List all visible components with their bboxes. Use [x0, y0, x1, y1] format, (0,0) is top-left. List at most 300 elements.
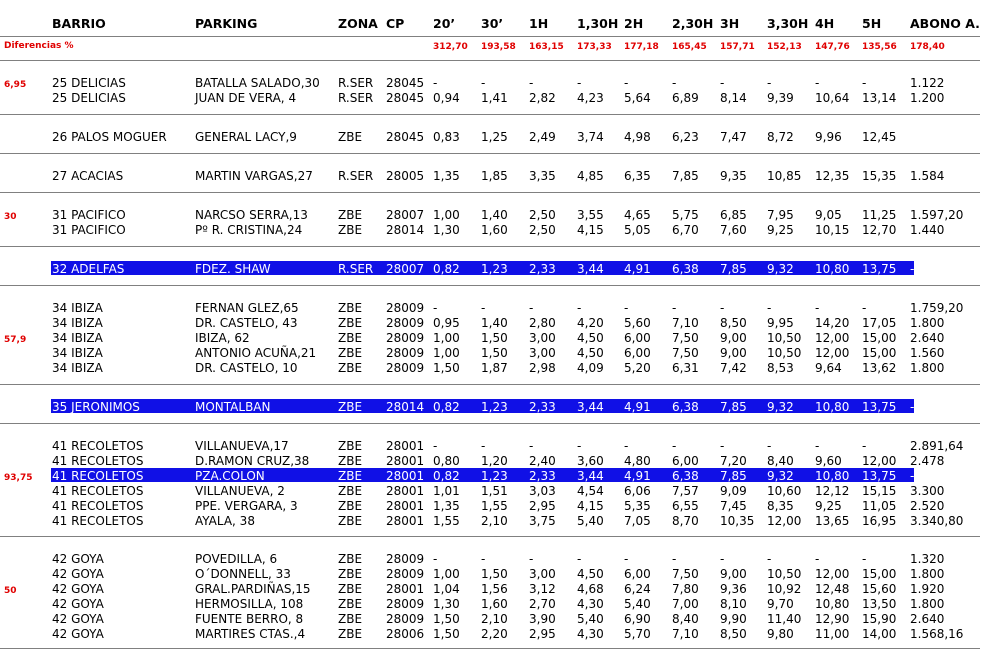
price-cell: 7,95	[767, 208, 794, 222]
price-cell: 7,50	[672, 331, 699, 345]
row-divider	[0, 114, 980, 115]
price-cell: 7,85	[720, 400, 747, 414]
cp-cell: 28007	[386, 262, 425, 276]
barrio-cell: 27 ACACIAS	[52, 169, 124, 183]
zona-cell: ZBE	[338, 514, 363, 528]
cp-cell: 28009	[386, 346, 425, 360]
cp-cell: 28001	[386, 582, 425, 596]
price-cell: 9,00	[720, 331, 747, 345]
price-cell: 7,05	[624, 514, 651, 528]
parking-cell: PPE. VERGARA, 3	[195, 499, 298, 513]
diferencias-value: 173,33	[577, 42, 612, 52]
section-difference-label: 30	[4, 212, 17, 222]
zona-cell: ZBE	[338, 597, 363, 611]
parking-cell: BATALLA SALADO,30	[195, 76, 320, 90]
price-cell: 6,00	[624, 567, 651, 581]
price-cell: 1,40	[481, 208, 508, 222]
price-cell: 0,82	[433, 400, 460, 414]
price-cell: 1,50	[481, 346, 508, 360]
price-cell: 0,94	[433, 91, 460, 105]
parking-cell: GENERAL LACY,9	[195, 130, 297, 144]
abono-cell: 1.584	[910, 169, 945, 183]
price-cell: 11,25	[862, 208, 897, 222]
price-cell: -	[577, 76, 582, 90]
price-cell: 15,60	[862, 582, 897, 596]
price-cell: 7,42	[720, 361, 747, 375]
price-cell: 1,50	[433, 627, 460, 641]
price-cell: 1,41	[481, 91, 508, 105]
price-cell: 14,20	[815, 316, 850, 330]
price-cell: 12,35	[815, 169, 850, 183]
price-cell: 9,60	[815, 454, 842, 468]
price-cell: -	[433, 552, 438, 566]
price-cell: -	[815, 301, 820, 315]
price-cell: 12,00	[862, 454, 897, 468]
column-header: 2H	[624, 16, 644, 31]
price-cell: 6,55	[672, 499, 699, 513]
price-cell: 1,20	[481, 454, 508, 468]
row-divider	[0, 423, 980, 424]
price-cell: 10,60	[767, 484, 802, 498]
price-cell: 10,64	[815, 91, 850, 105]
zona-cell: R.SER	[338, 262, 374, 276]
abono-cell: 3.300	[910, 484, 945, 498]
price-cell: 4,23	[577, 91, 604, 105]
price-cell: 0,95	[433, 316, 460, 330]
cp-cell: 28009	[386, 316, 425, 330]
section-difference-label: 6,95	[4, 80, 27, 90]
zona-cell: ZBE	[338, 552, 363, 566]
price-cell: 12,90	[815, 612, 850, 626]
barrio-cell: 41 RECOLETOS	[52, 499, 144, 513]
price-cell: -	[720, 439, 725, 453]
zona-cell: R.SER	[338, 91, 374, 105]
price-cell: 5,70	[624, 627, 651, 641]
price-cell: -	[862, 552, 867, 566]
abono-cell: 1.759,20	[910, 301, 964, 315]
abono-cell: 2.640	[910, 612, 945, 626]
price-cell: 9,95	[767, 316, 794, 330]
price-cell: 6,38	[672, 262, 699, 276]
price-cell: 4,91	[624, 400, 651, 414]
price-cell: -	[672, 76, 677, 90]
price-cell: 3,35	[529, 169, 556, 183]
zona-cell: ZBE	[338, 612, 363, 626]
price-cell: 10,50	[767, 346, 802, 360]
price-cell: 15,00	[862, 567, 897, 581]
abono-cell: 1.440	[910, 223, 945, 237]
parking-cell: VILLANUEVA,17	[195, 439, 289, 453]
price-cell: 6,06	[624, 484, 651, 498]
price-cell: 1,00	[433, 208, 460, 222]
price-cell: 1,87	[481, 361, 508, 375]
price-cell: 2,40	[529, 454, 556, 468]
price-cell: 6,00	[624, 346, 651, 360]
price-cell: 13,75	[862, 469, 897, 483]
price-cell: 12,45	[862, 130, 897, 144]
price-cell: -	[720, 76, 725, 90]
price-cell: -	[529, 76, 534, 90]
price-cell: 4,65	[624, 208, 651, 222]
column-header: PARKING	[195, 16, 258, 31]
parking-cell: AYALA, 38	[195, 514, 255, 528]
price-cell: 3,00	[529, 331, 556, 345]
price-cell: 1,00	[433, 331, 460, 345]
price-cell: 6,38	[672, 400, 699, 414]
price-cell: 8,40	[672, 612, 699, 626]
price-cell: 5,75	[672, 208, 699, 222]
price-cell: 8,40	[767, 454, 794, 468]
price-cell: -	[767, 76, 772, 90]
barrio-cell: 32 ADELFAS	[52, 262, 125, 276]
price-cell: 3,60	[577, 454, 604, 468]
price-cell: 11,00	[815, 627, 850, 641]
price-cell: -	[433, 439, 438, 453]
zona-cell: ZBE	[338, 361, 363, 375]
price-cell: 7,10	[672, 627, 699, 641]
parking-cell: GRAL.PARDIÑAS,15	[195, 582, 311, 596]
price-cell: -	[624, 552, 629, 566]
price-cell: 15,90	[862, 612, 897, 626]
row-divider	[0, 60, 980, 61]
price-cell: -	[720, 301, 725, 315]
price-cell: 8,10	[720, 597, 747, 611]
price-cell: 4,15	[577, 223, 604, 237]
abono-cell: 1.800	[910, 316, 945, 330]
price-cell: 4,50	[577, 346, 604, 360]
abono-cell: 1.320	[910, 552, 945, 566]
price-cell: -	[577, 439, 582, 453]
price-cell: 1,23	[481, 400, 508, 414]
price-cell: 1,00	[433, 346, 460, 360]
barrio-cell: 41 RECOLETOS	[52, 454, 144, 468]
parking-cell: DR. CASTELO, 10	[195, 361, 298, 375]
cp-cell: 28014	[386, 400, 425, 414]
price-cell: 10,80	[815, 400, 850, 414]
price-cell: 1,60	[481, 597, 508, 611]
cp-cell: 28001	[386, 514, 425, 528]
barrio-cell: 34 IBIZA	[52, 316, 103, 330]
price-cell: 8,35	[767, 499, 794, 513]
barrio-cell: 25 DELICIAS	[52, 91, 126, 105]
abono-cell: 2.640	[910, 331, 945, 345]
price-cell: 9,70	[767, 597, 794, 611]
zona-cell: ZBE	[338, 223, 363, 237]
cp-cell: 28001	[386, 484, 425, 498]
price-cell: 2,10	[481, 612, 508, 626]
zona-cell: ZBE	[338, 208, 363, 222]
abono-cell: 2.891,64	[910, 439, 964, 453]
zona-cell: ZBE	[338, 439, 363, 453]
price-cell: -	[672, 301, 677, 315]
price-cell: 1,25	[481, 130, 508, 144]
diferencias-value: 312,70	[433, 42, 468, 52]
price-cell: 2,33	[529, 469, 556, 483]
price-cell: 4,50	[577, 567, 604, 581]
price-cell: 11,05	[862, 499, 897, 513]
price-cell: 0,82	[433, 469, 460, 483]
row-divider	[0, 36, 980, 37]
price-cell: 2,50	[529, 223, 556, 237]
price-cell: 2,33	[529, 400, 556, 414]
price-cell: 2,95	[529, 499, 556, 513]
price-cell: 17,05	[862, 316, 897, 330]
price-cell: 9,35	[720, 169, 747, 183]
column-header: 1H	[529, 16, 549, 31]
barrio-cell: 42 GOYA	[52, 597, 104, 611]
cp-cell: 28009	[386, 567, 425, 581]
diferencias-label: Diferencias %	[4, 41, 74, 51]
abono-cell: 1.800	[910, 567, 945, 581]
abono-cell: 1.800	[910, 361, 945, 375]
diferencias-value: 147,76	[815, 42, 850, 52]
row-divider	[0, 246, 980, 247]
zona-cell: ZBE	[338, 400, 363, 414]
price-cell: 14,00	[862, 627, 897, 641]
price-cell: 2,70	[529, 597, 556, 611]
section-difference-label: 57,9	[4, 335, 27, 345]
cp-cell: 28009	[386, 612, 425, 626]
price-cell: 13,75	[862, 262, 897, 276]
price-cell: 4,15	[577, 499, 604, 513]
diferencias-value: 165,45	[672, 42, 707, 52]
abono-cell: -	[910, 262, 915, 276]
price-cell: 7,57	[672, 484, 699, 498]
price-cell: 6,90	[624, 612, 651, 626]
price-cell: 1,50	[481, 567, 508, 581]
parking-cell: MARTIN VARGAS,27	[195, 169, 313, 183]
price-cell: -	[529, 301, 534, 315]
price-cell: 9,90	[720, 612, 747, 626]
column-header: ABONO A.	[910, 16, 980, 31]
price-cell: -	[529, 552, 534, 566]
price-cell: 9,32	[767, 400, 794, 414]
abono-cell: 2.478	[910, 454, 945, 468]
parking-cell: JUAN DE VERA, 4	[195, 91, 297, 105]
abono-cell: 1.200	[910, 91, 945, 105]
column-header: 20’	[433, 16, 456, 31]
diferencias-value: 152,13	[767, 42, 802, 52]
price-cell: 9,80	[767, 627, 794, 641]
price-cell: -	[481, 301, 486, 315]
price-cell: -	[862, 76, 867, 90]
price-cell: 10,85	[767, 169, 802, 183]
cp-cell: 28001	[386, 439, 425, 453]
price-cell: 10,50	[767, 331, 802, 345]
parking-cell: NARCSO SERRA,13	[195, 208, 308, 222]
price-cell: 7,85	[720, 469, 747, 483]
parking-cell: POVEDILLA, 6	[195, 552, 278, 566]
price-cell: 4,68	[577, 582, 604, 596]
zona-cell: ZBE	[338, 331, 363, 345]
price-cell: -	[815, 76, 820, 90]
price-cell: 12,48	[815, 582, 850, 596]
column-header: 5H	[862, 16, 882, 31]
price-cell: 2,20	[481, 627, 508, 641]
barrio-cell: 34 IBIZA	[52, 361, 103, 375]
barrio-cell: 42 GOYA	[52, 612, 104, 626]
price-cell: -	[433, 301, 438, 315]
price-cell: 11,40	[767, 612, 802, 626]
price-cell: 1,85	[481, 169, 508, 183]
barrio-cell: 31 PACIFICO	[52, 223, 126, 237]
price-cell: -	[529, 439, 534, 453]
column-header: 3,30H	[767, 16, 809, 31]
abono-cell: 1.800	[910, 597, 945, 611]
row-divider	[0, 648, 980, 649]
price-cell: 6,85	[720, 208, 747, 222]
barrio-cell: 26 PALOS MOGUER	[52, 130, 167, 144]
price-cell: 5,60	[624, 316, 651, 330]
price-cell: 1,00	[433, 567, 460, 581]
price-cell: 3,44	[577, 400, 604, 414]
cp-cell: 28009	[386, 361, 425, 375]
price-cell: 15,15	[862, 484, 897, 498]
price-cell: 1,23	[481, 262, 508, 276]
price-cell: 9,00	[720, 346, 747, 360]
zona-cell: ZBE	[338, 484, 363, 498]
price-cell: 15,00	[862, 331, 897, 345]
price-cell: 12,00	[767, 514, 802, 528]
column-header: 4H	[815, 16, 835, 31]
price-cell: 2,95	[529, 627, 556, 641]
price-cell: 4,54	[577, 484, 604, 498]
price-cell: -	[720, 552, 725, 566]
column-header: 1,30H	[577, 16, 619, 31]
price-cell: 5,40	[577, 612, 604, 626]
price-cell: -	[433, 76, 438, 90]
price-cell: -	[624, 301, 629, 315]
price-cell: 6,35	[624, 169, 651, 183]
price-cell: 2,80	[529, 316, 556, 330]
cp-cell: 28009	[386, 301, 425, 315]
cp-cell: 28001	[386, 499, 425, 513]
price-cell: 1,35	[433, 169, 460, 183]
price-cell: 1,51	[481, 484, 508, 498]
price-cell: 7,45	[720, 499, 747, 513]
price-cell: 13,75	[862, 400, 897, 414]
row-divider	[0, 192, 980, 193]
price-cell: 4,20	[577, 316, 604, 330]
price-cell: 0,82	[433, 262, 460, 276]
diferencias-value: 135,56	[862, 42, 897, 52]
price-cell: 1,23	[481, 469, 508, 483]
parking-cell: MARTIRES CTAS.,4	[195, 627, 306, 641]
price-cell: 3,00	[529, 567, 556, 581]
price-cell: 8,72	[767, 130, 794, 144]
price-cell: 9,39	[767, 91, 794, 105]
barrio-cell: 41 RECOLETOS	[52, 514, 144, 528]
price-cell: 4,50	[577, 331, 604, 345]
price-cell: 9,25	[815, 499, 842, 513]
column-header: BARRIO	[52, 16, 106, 31]
cp-cell: 28009	[386, 331, 425, 345]
price-cell: 4,91	[624, 469, 651, 483]
price-cell: 10,80	[815, 597, 850, 611]
cp-cell: 28007	[386, 208, 425, 222]
barrio-cell: 42 GOYA	[52, 627, 104, 641]
price-cell: 7,85	[672, 169, 699, 183]
barrio-cell: 34 IBIZA	[52, 301, 103, 315]
price-cell: 4,09	[577, 361, 604, 375]
price-cell: 9,32	[767, 262, 794, 276]
zona-cell: ZBE	[338, 469, 363, 483]
price-cell: 10,80	[815, 262, 850, 276]
price-cell: 6,38	[672, 469, 699, 483]
section-difference-label: 50	[4, 586, 17, 596]
parking-cell: MONTALBAN	[195, 400, 271, 414]
price-cell: 7,60	[720, 223, 747, 237]
price-cell: 1,01	[433, 484, 460, 498]
abono-cell: 1.597,20	[910, 208, 964, 222]
diferencias-value: 163,15	[529, 42, 564, 52]
price-cell: 1,04	[433, 582, 460, 596]
price-cell: 13,65	[815, 514, 850, 528]
zona-cell: ZBE	[338, 499, 363, 513]
price-cell: 0,80	[433, 454, 460, 468]
price-cell: 6,31	[672, 361, 699, 375]
parking-cell: D.RAMON CRUZ,38	[195, 454, 310, 468]
price-cell: 1,56	[481, 582, 508, 596]
price-cell: 4,30	[577, 627, 604, 641]
diferencias-value: 157,71	[720, 42, 755, 52]
price-cell: 9,36	[720, 582, 747, 596]
price-cell: -	[815, 552, 820, 566]
price-cell: 7,50	[672, 567, 699, 581]
price-cell: 6,00	[672, 454, 699, 468]
price-cell: -	[624, 76, 629, 90]
zona-cell: ZBE	[338, 301, 363, 315]
price-cell: 13,50	[862, 597, 897, 611]
zona-cell: R.SER	[338, 169, 374, 183]
price-cell: 7,50	[672, 346, 699, 360]
cp-cell: 28001	[386, 469, 425, 483]
parking-cell: Pº R. CRISTINA,24	[195, 223, 303, 237]
price-cell: 3,44	[577, 469, 604, 483]
barrio-cell: 42 GOYA	[52, 582, 104, 596]
price-cell: 16,95	[862, 514, 897, 528]
price-cell: 8,14	[720, 91, 747, 105]
price-cell: 7,10	[672, 316, 699, 330]
price-cell: 8,70	[672, 514, 699, 528]
price-cell: 10,92	[767, 582, 802, 596]
barrio-cell: 42 GOYA	[52, 552, 104, 566]
price-cell: 9,05	[815, 208, 842, 222]
price-cell: 10,80	[815, 469, 850, 483]
abono-cell: 1.122	[910, 76, 945, 90]
cp-cell: 28014	[386, 223, 425, 237]
column-header: 2,30H	[672, 16, 714, 31]
price-cell: 4,80	[624, 454, 651, 468]
parking-cell: HERMOSILLA, 108	[195, 597, 304, 611]
price-cell: 1,50	[433, 361, 460, 375]
price-cell: 3,03	[529, 484, 556, 498]
price-cell: -	[624, 439, 629, 453]
price-cell: 8,50	[720, 627, 747, 641]
price-cell: 3,75	[529, 514, 556, 528]
barrio-cell: 25 DELICIAS	[52, 76, 126, 90]
price-cell: 10,15	[815, 223, 850, 237]
parking-cell: FERNAN GLEZ,65	[195, 301, 299, 315]
price-cell: -	[481, 76, 486, 90]
column-header: 3H	[720, 16, 740, 31]
row-divider	[0, 153, 980, 154]
price-cell: 5,20	[624, 361, 651, 375]
price-cell: 3,90	[529, 612, 556, 626]
price-cell: -	[481, 552, 486, 566]
parking-cell: IBIZA, 62	[195, 331, 250, 345]
diferencias-value: 178,40	[910, 42, 945, 52]
